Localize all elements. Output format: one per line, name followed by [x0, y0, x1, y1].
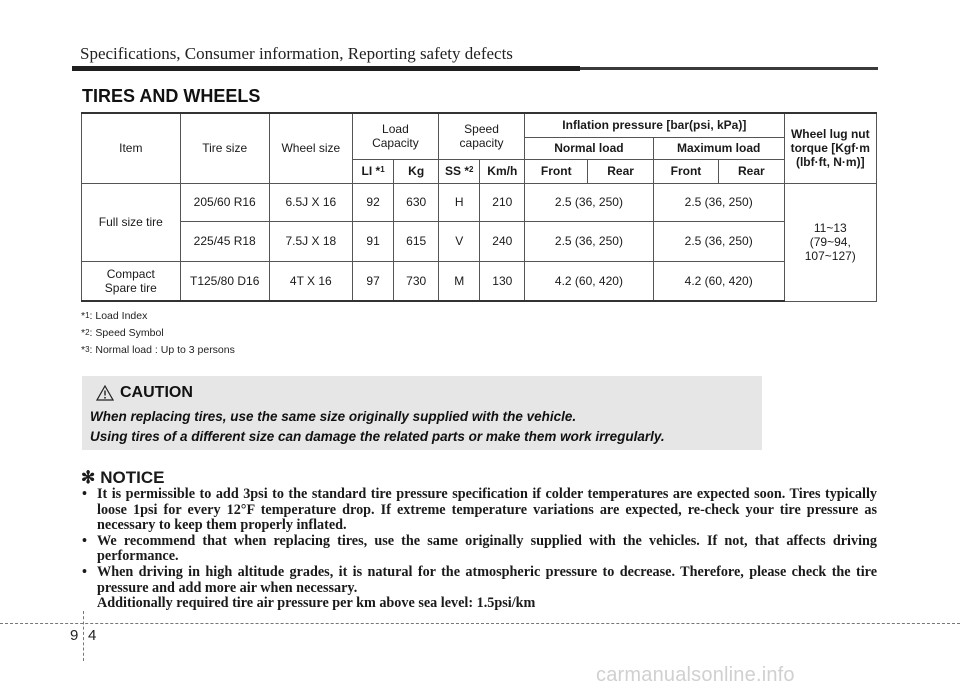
cell-tire-size: 205/60 R16	[180, 183, 269, 221]
caution-text	[90, 407, 665, 447]
cell-item: Compact Spare tire	[82, 261, 181, 301]
notice-header	[81, 468, 164, 488]
cell-kmh: 240	[480, 221, 525, 261]
watermark: carmanualsonline.info	[596, 664, 795, 686]
cell-ss: M	[438, 261, 480, 301]
cell-li: 97	[352, 261, 394, 301]
caution-title: CAUTION	[120, 384, 193, 401]
table-row	[82, 261, 877, 301]
footnote: *$^3$: Normal load : Up to 3 persons	[81, 344, 235, 356]
cell-normal-load: 4.2 (60, 420)	[525, 261, 654, 301]
notice-list	[81, 487, 877, 612]
cell-maximum-load: 2.5 (36, 250)	[653, 183, 784, 221]
cell-normal-load: 2.5 (36, 250)	[525, 183, 654, 221]
header-kmh: Km/h	[480, 159, 525, 183]
cell-kmh: 130	[480, 261, 525, 301]
footnote: *$^1$: Load Index	[81, 310, 148, 322]
cell-kg: 630	[394, 183, 439, 221]
cell-maximum-load: 4.2 (60, 420)	[653, 261, 784, 301]
chapter-number: 9	[70, 627, 79, 644]
footnotes	[81, 308, 235, 359]
cell-wheel-size: 7.5J X 18	[269, 221, 352, 261]
page-header-title: Specifications, Consumer information, Reporting safety defects	[80, 44, 513, 63]
table-row	[82, 221, 877, 261]
header-ss: SS *$^2$	[438, 159, 480, 183]
caution-line: When replacing tires, use the same size originally supplied with the vehicle.	[90, 409, 577, 424]
notice-item: • It is permissible to add 3psi to the standard tire pressure specification if colder temperatures are expected soon. Tires typically loose 1psi for every 12°F temperature drop. If extreme temperature variations are expected, re-check your tire pressure as necessary to keep them properly inflated.	[81, 487, 877, 534]
caution-box	[82, 376, 762, 450]
notice-extra-line: Additionally required tire air pressure per km above sea level: 1.5psi/km	[97, 595, 536, 612]
header-tire-size: Tire size	[180, 113, 269, 183]
cell-wheel-size: 4T X 16	[269, 261, 352, 301]
header-kg: Kg	[394, 159, 439, 183]
page-number-separator	[83, 611, 84, 661]
cell-torque: 11~13 (79~94, 107~127)	[784, 183, 876, 301]
header-wheel-size: Wheel size	[269, 113, 352, 183]
caution-line: Using tires of a different size can damage the related parts or make them work irregularly.	[90, 429, 665, 444]
notice-title: NOTICE	[100, 468, 165, 487]
header-item: Item	[82, 113, 181, 183]
notice-item: • When driving in high altitude grades, it is natural for the atmospheric pressure to decrease. Therefore, please check the tire pressure and add more air when necessary. Additionally required tire air pressure per km above sea level: 1.5psi/km	[81, 565, 877, 612]
header-front-max: Front	[653, 159, 718, 183]
header-maximum-load: Maximum load	[653, 137, 784, 159]
cell-maximum-load: 2.5 (36, 250)	[653, 221, 784, 261]
notice-item: • We recommend that when replacing tires, use the same originally supplied with the vehicles. If not, that affects driving performance.	[81, 534, 877, 565]
table-row	[82, 183, 877, 221]
header-inflation-pressure: Inflation pressure [bar(psi, kPa)]	[525, 113, 784, 137]
header-front-normal: Front	[525, 159, 588, 183]
header-normal-load: Normal load	[525, 137, 654, 159]
cell-ss: V	[438, 221, 480, 261]
cell-tire-size: T125/80 D16	[180, 261, 269, 301]
cell-li: 92	[352, 183, 394, 221]
cell-wheel-size: 6.5J X 16	[269, 183, 352, 221]
header-rear-max: Rear	[719, 159, 784, 183]
header-rear-normal: Rear	[588, 159, 653, 183]
header-speed-capacity: Speed capacity	[438, 113, 524, 159]
cell-kg: 615	[394, 221, 439, 261]
cell-ss: H	[438, 183, 480, 221]
footnote: *$^2$: Speed Symbol	[81, 327, 164, 339]
cell-normal-load: 2.5 (36, 250)	[525, 221, 654, 261]
footer-divider	[0, 623, 960, 624]
section-title: TIRES AND WHEELS	[82, 86, 261, 106]
cell-li: 91	[352, 221, 394, 261]
tire-spec-table	[81, 112, 877, 302]
cell-item: Full size tire	[82, 183, 181, 261]
cell-tire-size: 225/45 R18	[180, 221, 269, 261]
warning-triangle-icon	[96, 385, 114, 401]
header-li: LI *$^1$	[352, 159, 394, 183]
page-number: 4	[88, 627, 97, 644]
header-wheel-lug-torque: Wheel lug nut torque [Kgf·m (lbf·ft, N·m)]	[784, 113, 876, 183]
notice-star-icon: ✻	[81, 468, 96, 487]
header-rule	[72, 66, 878, 71]
caution-header	[96, 384, 193, 402]
cell-kg: 730	[394, 261, 439, 301]
header-load-capacity: Load Capacity	[352, 113, 438, 159]
cell-kmh: 210	[480, 183, 525, 221]
